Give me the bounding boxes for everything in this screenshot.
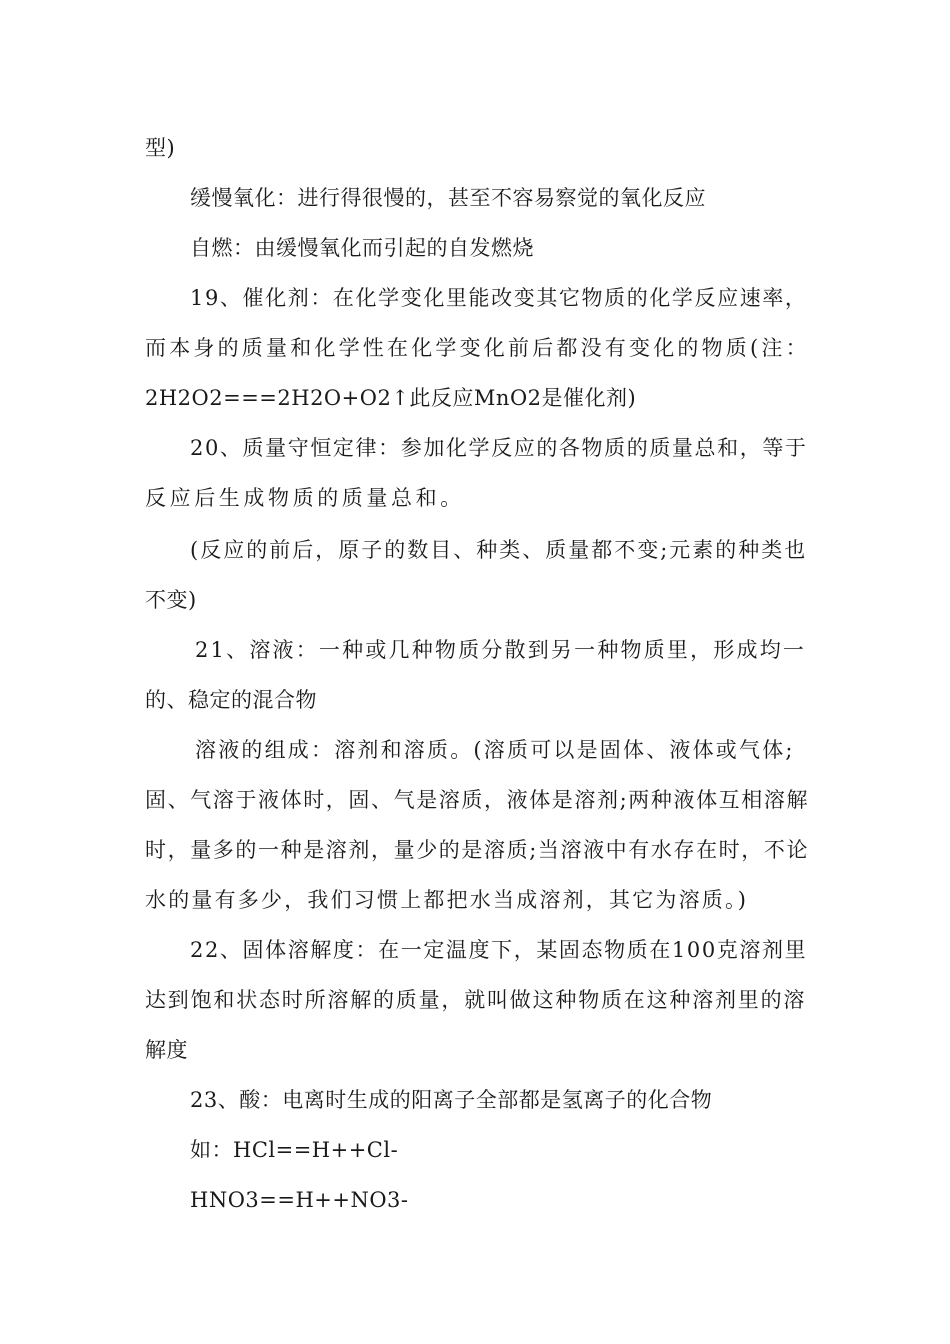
text-line: 时，量多的一种是溶剂，量少的是溶质;当溶液中有水存在时，不论 <box>145 838 810 862</box>
text-line: 不变) <box>145 588 197 612</box>
text-line: HNO3==H++NO3- <box>190 1188 409 1212</box>
text-line: 2H2O2===2H2O+O2↑此反应MnO2是催化剂) <box>145 386 637 410</box>
text-line: 型) <box>145 136 176 160</box>
text-line: 21、溶液：一种或几种物质分散到另一种物质里，形成均一 <box>195 638 807 662</box>
text-line: 溶液的组成：溶剂和溶质。(溶质可以是固体、液体或气体; <box>195 738 795 762</box>
text-line: 22、固体溶解度：在一定温度下，某固态物质在100克溶剂里 <box>190 938 808 962</box>
text-line: 固、气溶于液体时，固、气是溶质，液体是溶剂;两种液体互相溶解 <box>145 788 810 812</box>
text-line: 水的量有多少，我们习惯上都把水当成溶剂，其它为溶质。) <box>145 888 749 912</box>
text-line: 19、催化剂：在化学变化里能改变其它物质的化学反应速率， <box>190 286 808 310</box>
text-line: 解度 <box>145 1038 188 1062</box>
text-line: 20、质量守恒定律：参加化学反应的各物质的质量总和，等于 <box>190 436 808 460</box>
text-line: 反应后生成物质的质量总和。 <box>145 486 465 510</box>
text-line: 23、酸：电离时生成的阳离子全部都是氢离子的化合物 <box>190 1088 713 1112</box>
text-line: 缓慢氧化：进行得很慢的，甚至不容易察觉的氧化反应 <box>190 186 706 210</box>
text-line: 如：HCl==H++Cl- <box>190 1138 399 1162</box>
text-line: 的、稳定的混合物 <box>145 688 317 712</box>
text-line: 达到饱和状态时所溶解的质量，就叫做这种物质在这种溶剂里的溶 <box>145 988 807 1012</box>
text-line: 自燃：由缓慢氧化而引起的自发燃烧 <box>190 236 534 260</box>
text-line: 而本身的质量和化学性在化学变化前后都没有变化的物质(注： <box>145 336 810 360</box>
text-line: (反应的前后，原子的数目、种类、质量都不变;元素的种类也 <box>190 538 808 562</box>
